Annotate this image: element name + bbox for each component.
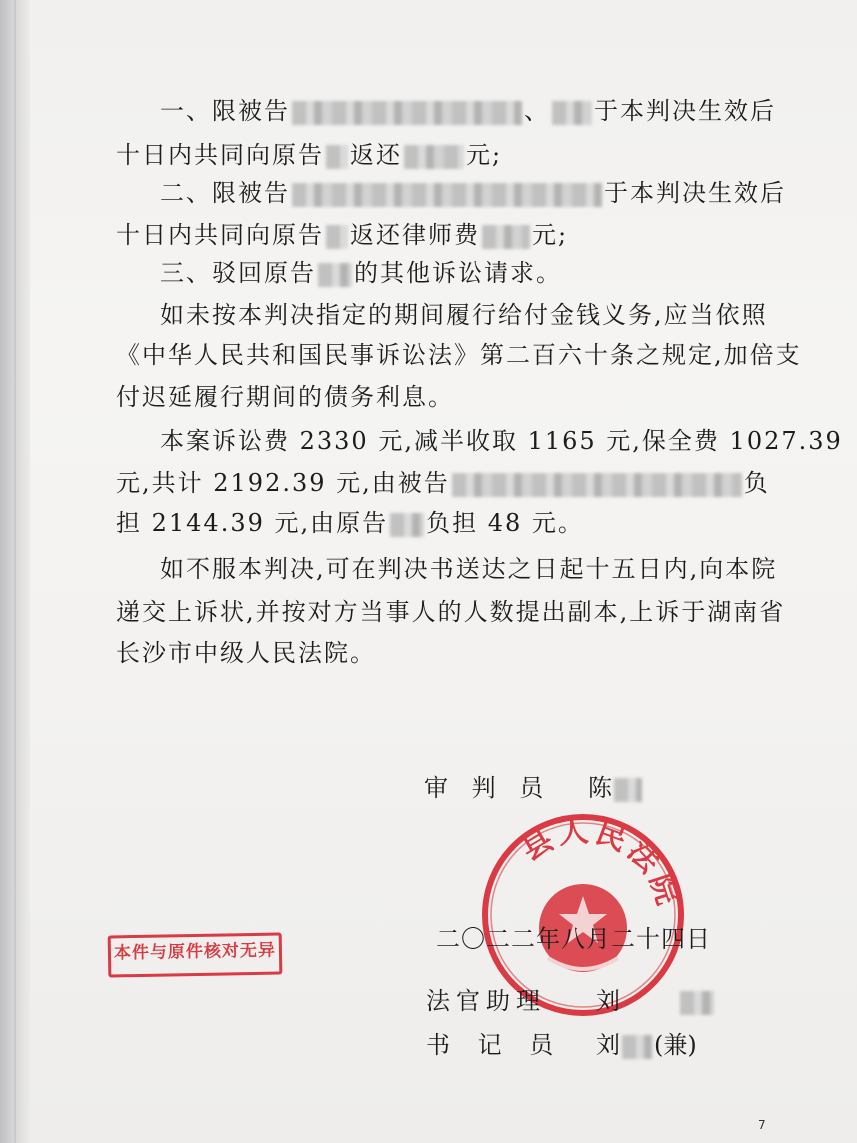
assistant-title: 法官助理	[426, 987, 546, 1015]
redacted-name	[318, 263, 352, 287]
notice-line3: 付迟延履行期间的债务利息。	[116, 383, 454, 411]
appeal-line1: 如不服本判决,可在判决书送达之日起十五日内,向本院	[160, 555, 778, 583]
clerk-title: 书 记 员	[426, 1031, 564, 1059]
redacted-name	[390, 513, 424, 537]
redacted-name	[452, 473, 742, 497]
redacted-amount	[404, 145, 464, 169]
item3-line: 三、驳回原告 的其他诉讼请求。	[160, 259, 562, 287]
redacted-name	[552, 101, 592, 125]
notice-line2: 《中华人民共和国民事诉讼法》第二百六十条之规定,加倍支	[116, 341, 802, 369]
page-number: 7	[758, 1118, 766, 1132]
costs-line2: 元,共计 2192.39 元,由被告 负	[116, 469, 770, 497]
redacted-amount	[482, 225, 530, 249]
redacted-name	[292, 101, 522, 125]
costs-line1: 本案诉讼费 2330 元,减半收取 1165 元,保全费 1027.39	[160, 427, 843, 455]
seal-text: 县人民法院	[515, 813, 686, 913]
appeal-line3: 长沙市中级人民法院。	[116, 639, 376, 667]
redacted-name	[614, 778, 642, 802]
costs-line3: 担 2144.39 元,由原告 负担 48 元。	[116, 509, 584, 537]
redacted-name	[326, 145, 348, 169]
item1-line1: 一、限被告 、 于本判决生效后	[160, 97, 776, 125]
page-binding-edge	[0, 0, 30, 1143]
item2-line2: 十日内共同向原告 返还律师费 元;	[116, 221, 569, 249]
copy-verified-stamp: 本件与原件核对无异	[108, 932, 283, 977]
redacted-name	[680, 991, 714, 1015]
redacted-name	[292, 183, 602, 207]
judgment-date: 二〇二二年八月二十四日	[436, 925, 711, 953]
notice-line1: 如未按本判决指定的期间履行给付金钱义务,应当依照	[160, 301, 768, 329]
judge-title: 审 判 员	[424, 774, 552, 802]
clerk-name: 刘 (兼)	[596, 1031, 697, 1059]
item2-line1: 二、限被告 于本判决生效后	[160, 179, 786, 207]
redacted-name	[326, 225, 348, 249]
assistant-name: 刘	[596, 986, 716, 1016]
item1-line2: 十日内共同向原告 返还 元;	[116, 141, 503, 169]
appeal-line2: 递交上诉状,并按对方当事人的人数提出副本,上诉于湖南省	[116, 598, 786, 626]
redacted-name	[622, 1035, 652, 1059]
judge-name: 陈	[588, 773, 644, 803]
